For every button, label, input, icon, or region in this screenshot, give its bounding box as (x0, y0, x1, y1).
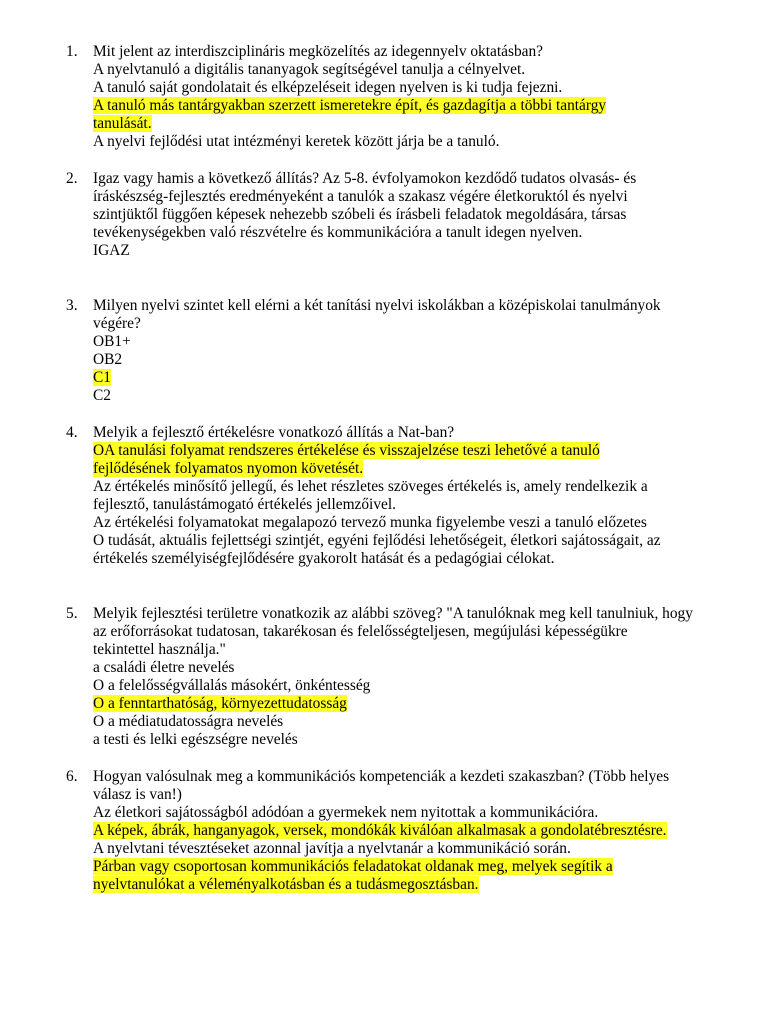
answer-option: OB2 (93, 351, 123, 368)
question-number: 2. (66, 170, 78, 187)
answer-option: Az értékelés minősítő jellegű, és lehet részletes szöveges értékelés is, amely rendelkezik a (93, 478, 648, 495)
answer-option: fejlesztő, tanulástámogató értékelés jellemzőivel. (93, 496, 396, 513)
highlighted-answer: C1 (93, 369, 111, 386)
question-3 (66, 297, 726, 405)
question-text: tevékenységekben való részvételre és kommunikációra a tanult idegen nyelven. (93, 224, 583, 241)
question-text: válasz is van!) (93, 786, 182, 803)
question-body (93, 605, 726, 749)
answer-option: Az értékelési folyamatokat megalapozó tervező munka figyelembe veszi a tanuló előzetes (93, 514, 647, 531)
question-body (93, 297, 726, 405)
highlighted-answer: nyelvtanulókat a véleményalkotásban és a tudásmegosztásban. (93, 876, 479, 893)
answer-option: A nyelvi fejlődési utat intézményi keretek között járja be a tanuló. (93, 133, 500, 150)
question-number: 4. (66, 424, 78, 441)
answer-option: a családi életre nevelés (93, 659, 235, 676)
answer-option: O tudását, aktuális fejlettségi szintjét, egyéni fejlődési lehetőségeit, életkori sajátosságait, az (93, 532, 661, 549)
question-number: 3. (66, 297, 78, 314)
question-text: tekintettel használja." (93, 641, 226, 658)
highlighted-answer: A tanuló más tantárgyakban szerzett ismeretekre épít, és gazdagítja a többi tantárgy (93, 97, 607, 114)
answer-option: Az életkori sajátosságból adódóan a gyermekek nem nyitottak a kommunikációra. (93, 804, 599, 821)
question-6 (66, 768, 726, 894)
question-body (93, 424, 726, 568)
answer-option: A nyelvtanuló a digitális tananyagok segítségével tanulja a célnyelvet. (93, 61, 526, 78)
answer-option: OB1+ (93, 333, 131, 350)
question-number: 6. (66, 768, 78, 785)
question-text: Melyik fejlesztési területre vonatkozik az alábbi szöveg? "A tanulóknak meg kell tanulniuk, hogy (93, 605, 693, 622)
question-text: Milyen nyelvi szintet kell elérni a két tanítási nyelvi iskolákban a középiskolai tanulmányok (93, 297, 661, 314)
question-number: 1. (66, 43, 78, 60)
answer-option: értékelés személyiségfejlődésére gyakorolt hatását és a pedagógiai célokat. (93, 550, 555, 567)
highlighted-answer: A képek, ábrák, hanganyagok, versek, mondókák kiválóan alkalmasak a gondolatébresztésre. (93, 822, 667, 839)
answer-option: IGAZ (93, 242, 130, 259)
highlighted-answer: Párban vagy csoportosan kommunikációs feladatokat oldanak meg, melyek segítik a (93, 858, 613, 875)
answer-option: O a felelősségvállalás másokért, önkéntesség (93, 677, 371, 694)
highlighted-answer: OA tanulási folyamat rendszeres értékelése és visszajelzése teszi lehetővé a tanuló (93, 442, 600, 459)
answer-option: a testi és lelki egészségre nevelés (93, 731, 298, 748)
highlighted-answer: O a fenntarthatóság, környezettudatosság (93, 695, 347, 712)
question-text: Melyik a fejlesztő értékelésre vonatkozó állítás a Nat-ban? (93, 424, 455, 441)
question-text: íráskészség-fejlesztés eredményeként a tanulók a szakasz végére életkoruktól és nyelvi (93, 188, 628, 205)
answer-option: C2 (93, 387, 111, 404)
answer-option: A nyelvtani tévesztéseket azonnal javítja a nyelvtanár a kommunikáció során. (93, 840, 571, 857)
answer-option: A tanuló saját gondolatait és elképzeléseit idegen nyelven is ki tudja fejezni. (93, 79, 563, 96)
question-text: Mit jelent az interdiszciplináris megközelítés az idegennyelv oktatásban? (93, 43, 544, 60)
question-body (93, 43, 726, 151)
question-text: végére? (93, 315, 141, 332)
highlighted-answer: tanulását. (93, 115, 152, 132)
question-2 (66, 170, 726, 260)
question-number: 5. (66, 605, 78, 622)
question-body (93, 170, 726, 260)
answer-option: O a médiatudatosságra nevelés (93, 713, 284, 730)
question-4 (66, 424, 726, 568)
question-text: Hogyan valósulnak meg a kommunikációs kompetenciák a kezdeti szakaszban? (Több helyes (93, 768, 670, 785)
question-text: az erőforrásokat tudatosan, takarékosan és felelősségteljesen, megújulási képességükre (93, 623, 628, 640)
question-5 (66, 605, 726, 749)
question-body (93, 768, 726, 894)
highlighted-answer: fejlődésének folyamatos nyomon követését. (93, 460, 364, 477)
question-1 (66, 43, 726, 151)
question-text: szintjüktől függően képesek nehezebb szóbeli és írásbeli feladatok megoldására, társas (93, 206, 627, 223)
question-text: Igaz vagy hamis a következő állítás? Az 5-8. évfolyamokon kezdődő tudatos olvasás- és (93, 170, 637, 187)
